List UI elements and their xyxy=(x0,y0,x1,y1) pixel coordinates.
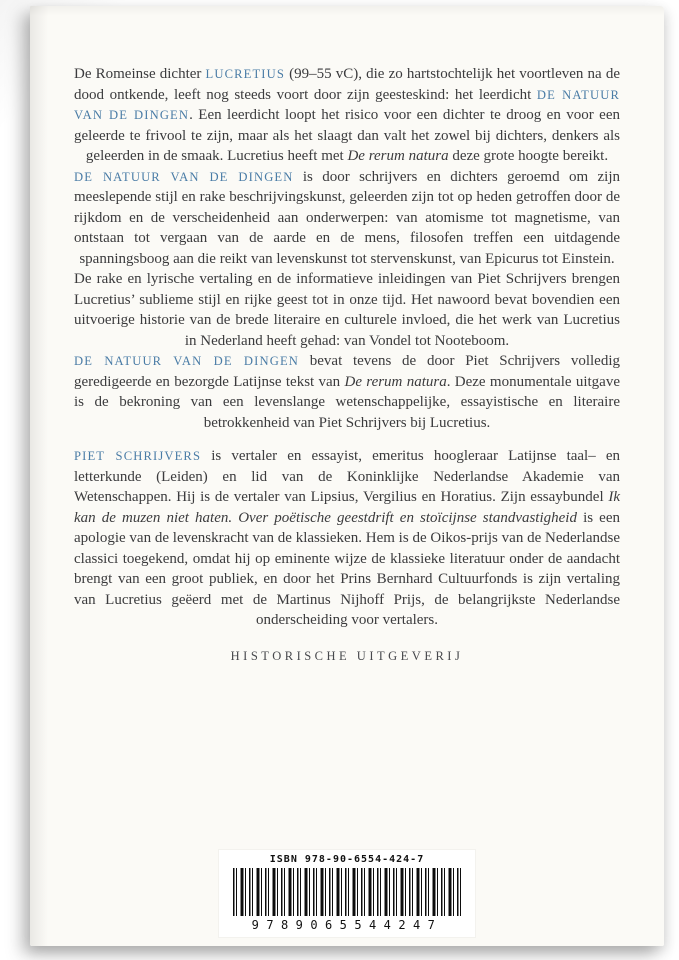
text-run: De rake en lyrische vertaling en de informatieve inleidingen van Piet Schrijvers brengen Lucretius’ sublieme stijl en rijke geest tot in onze tijd. Het nawoord bevat bovendien een uitvoerige historie van de brede literaire en culturele invloed, die het werk van Lucretius in Nederland heeft gehad: van Vondel tot Nooteboom. xyxy=(74,271,620,349)
text-run: . Deze monumentale uitgave is de bekroning van een levenslange wetenschappelijke, essayistische en literaire betrokkenheid van Piet Schrijvers bij Lucretius. xyxy=(74,373,621,431)
back-cover-page xyxy=(30,6,664,946)
text-run: . Een leerdicht loopt het risico voor een dichter te droog en voor een geleerde te frivool te zijn, maar als het slaagt dan valt het zowel bij dichters, denkers als geleerden in de smaak. Lucretius heeft met xyxy=(74,107,620,164)
body-text xyxy=(74,6,620,631)
title-italic: De rerum natura xyxy=(344,373,447,390)
title-italic: De rerum natura xyxy=(347,148,449,164)
text-run: (99–55 vC), die zo hartstochtelijk het voortleven na de dood ontkende, leeft nog steeds voort door zijn geesteskind: het leerdicht xyxy=(74,66,620,103)
isbn-barcode-box xyxy=(219,850,475,937)
text-run: is vertaler en essayist, emeritus hoogleraar Latijnse taal– en letterkunde (Leiden) en lid van de Koninklijke Nederlandse Akademie van Wetenschappen. Hij is de vertaler van Lipsius, Vergilius en Horatius. Zijn essaybundel xyxy=(74,448,620,505)
text-run: deze grote hoogte bereikt. xyxy=(448,148,609,164)
title-smallcaps: DE NATUUR VAN DE DINGEN xyxy=(74,169,294,184)
paragraph xyxy=(74,64,620,167)
paragraph xyxy=(74,167,620,270)
paragraph xyxy=(74,269,620,351)
title-italic: Ik kan de muzen niet haten. Over poëtische geestdrift en stoïcijnse standvastigheid xyxy=(74,489,620,526)
text-run: is een apologie van de levenskracht van de klassieken. Hem is de Oikos-prijs van de Nederlandse classici toegekend, omdat hij op eminente wijze de klassieke literatuur onder de aandacht brengt van een groot publiek, en door het Prins Bernhard Cultuurfonds is zijn vertaling van Lucretius geëerd met de Martinus Nijhoff Prijs, de belangrijkste Nederlandse onderscheiding voor vertalers. xyxy=(74,509,621,628)
paragraph xyxy=(74,351,620,433)
title-smallcaps: DE NATUUR VAN DE DINGEN xyxy=(74,87,621,122)
title-smallcaps: DE NATUUR VAN DE DINGEN xyxy=(74,354,300,368)
isbn-label: ISBN 978-90-6554-424-7 xyxy=(269,854,425,865)
text-run: is door schrijvers en dichters geroemd om zijn meeslepende stijl en rake beschrijvingskunst, geleerden zijn tot op heden getroffen door de rijkdom en de verscheidenheid aan onderwerpen: van atomisme tot magnetisme, van ontstaan tot vergaan van de aarde en de mens, filosofen treffen een uitdagende spanningsboog aan die reikt van levenskunst tot stervenskunst, van Epicurus tot Einstein. xyxy=(74,168,620,267)
title-smallcaps: LUCRETIUS xyxy=(205,67,285,81)
paragraph xyxy=(74,446,620,631)
text-run: De Romeinse dichter xyxy=(74,66,206,82)
text-run: bevat tevens de door Piet Schrijvers volledig geredigeerde en bezorgde Latijnse tekst van xyxy=(74,353,620,390)
title-smallcaps: PIET SCHRIJVERS xyxy=(74,449,202,463)
publisher-imprint: HISTORISCHE UITGEVERIJ xyxy=(230,648,464,663)
barcode xyxy=(233,868,461,916)
barcode-digits: 9789065544247 xyxy=(251,918,443,932)
